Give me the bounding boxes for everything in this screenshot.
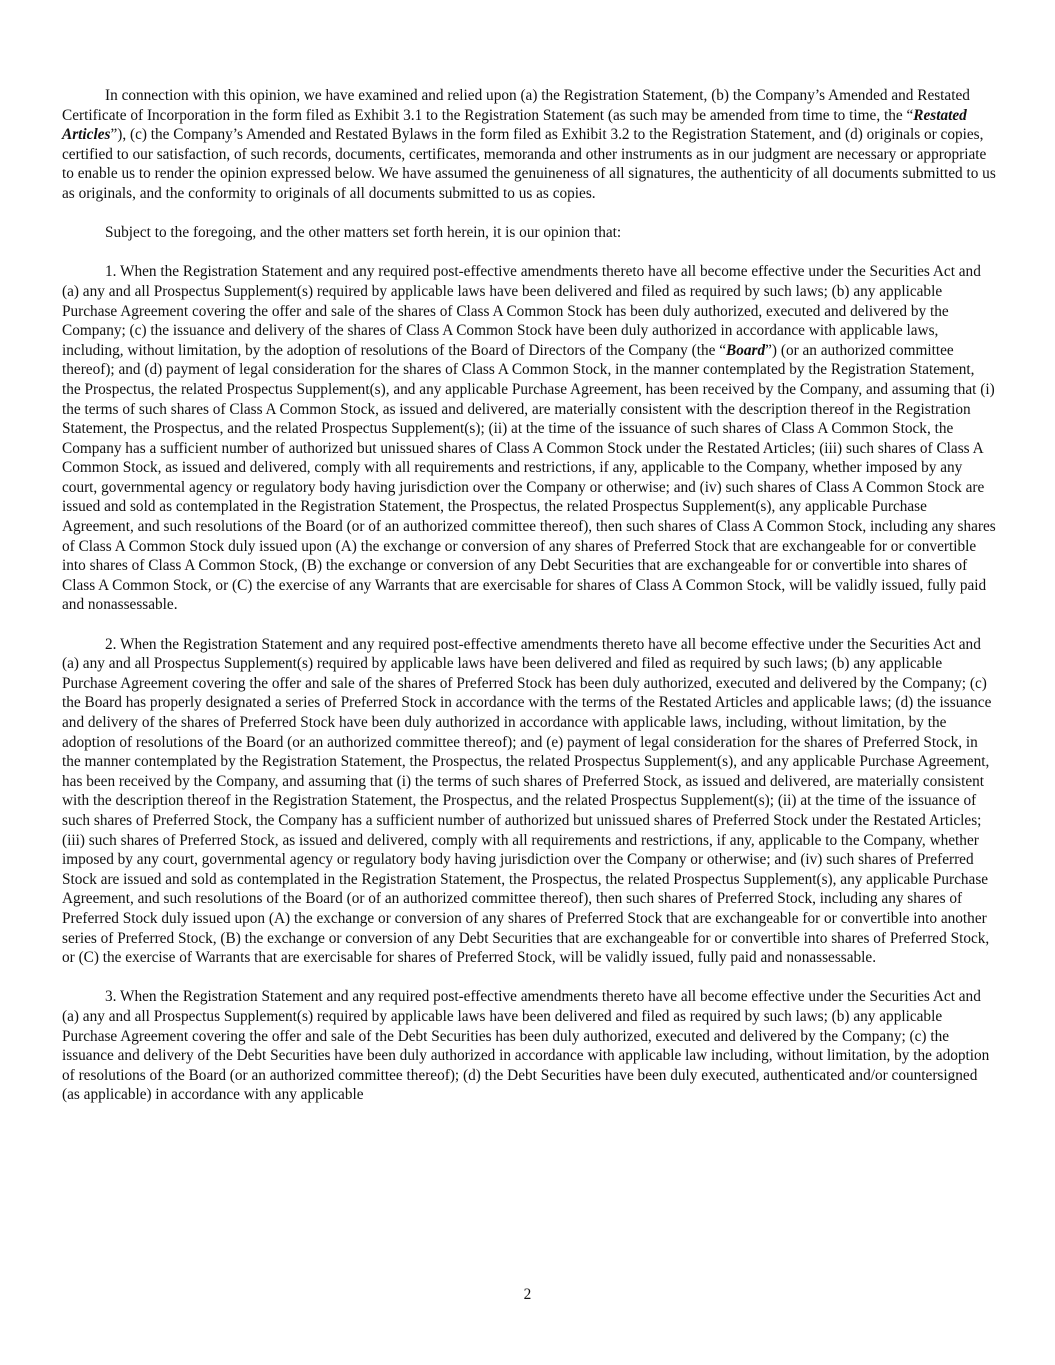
paragraph-opinion-intro <box>62 223 996 243</box>
paragraph-opinion-3-debt-securities <box>62 987 996 1105</box>
text-run: Subject to the foregoing, and the other matters set forth herein, it is our opinion that: <box>105 224 622 242</box>
text-run: 1. When the Registration Statement and any required post-effective amendments thereto have all become effective under the Securities Act and (a) any and all Prospectus Supplement(s) required by applicable laws have been delivered and filed as required by such laws; (b) any applicable Purchase Agreement covering the offer and sale of the shares of Class A Common Stock has been duly authorized, executed and delivered by the Company; (c) the issuance and delivery of the shares of Class A Common Stock have been duly authorized in accordance with applicable laws, including, without limitation, by the adoption of resolutions of the Board of Directors of the Company (the “ <box>62 263 981 359</box>
text-run: 3. When the Registration Statement and any required post-effective amendments thereto have all become effective under the Securities Act and (a) any and all Prospectus Supplement(s) required by applicable laws have been delivered and filed as required by such laws; (b) any applicable Purchase Agreement covering the offer and sale of the Debt Securities has been duly authorized, executed and delivered by the Company; (c) the issuance and delivery of the Debt Securities have been duly authorized in accordance with applicable law including, without limitation, by the adoption of resolutions of the Board (or an authorized committee thereof); (d) the Debt Securities have been duly executed, authenticated and/or countersigned (as applicable) in accordance with any applicable <box>62 988 990 1104</box>
paragraph-opinion-2-preferred-stock <box>62 635 996 968</box>
page-number: 2 <box>523 1286 532 1303</box>
paragraph-opinion-1-class-a-common-stock <box>62 262 996 615</box>
text-run: 2. When the Registration Statement and any required post-effective amendments thereto have all become effective under the Securities Act and (a) any and all Prospectus Supplement(s) required by applicable laws have been delivered and filed as required by such laws; (b) any applicable Purchase Agreement covering the offer and sale of the shares of Preferred Stock has been duly authorized, executed and delivered by the Company; (c) the Board has properly designated a series of Preferred Stock in accordance with the terms of the Restated Articles and applicable laws; (d) the issuance and delivery of the shares of Preferred Stock have been duly authorized in accordance with applicable laws, including, without limitation, by the adoption of resolutions of the Board (or an authorized committee thereof); and (e) payment of legal consideration for the shares of Preferred Stock, in the manner contemplated by the Registration Statement, the Prospectus, the related Prospectus Supplement(s), and any applicable Purchase Agreement, has been received by the Company, and assuming that (i) the terms of such shares of Preferred Stock, as issued and delivered, are materially consistent with the description thereof in the Registration Statement, the Prospectus, and the related Prospectus Supplement(s); (ii) at the time of the issuance of such shares of Preferred Stock, the Company has a sufficient number of authorized but unissued shares of Preferred Stock under the Restated Articles; (iii) such shares of Preferred Stock, as issued and delivered, comply with all requirements and restrictions, if any, applicable to the Company, whether imposed by any court, governmental agency or regulatory body having jurisdiction over the Company or otherwise; and (iv) such shares of Preferred Stock are issued and sold as contemplated in the Registration Statement, the Prospectus, the related Prospectus Supplement(s), any applicable Purchase Agreement, and such resolutions of the Board (or of an authorized committee thereof), then such shares of Preferred Stock, including any shares of Preferred Stock duly issued upon (A) the exchange or conversion of any shares of Preferred Stock that are exchangeable for or convertible into another series of Preferred Stock, (B) the exchange or conversion of any Debt Securities that are exchangeable for or convertible into shares of Preferred Stock, or (C) the exercise of Warrants that are exercisable for shares of Preferred Stock, will be validly issued, fully paid and nonassessable. <box>62 635 992 967</box>
text-run: ”), (c) the Company’s Amended and Restated Bylaws in the form filed as Exhibit 3.2 to the Registration Statement, and (d) originals or copies, certified to our satisfaction, of such records, documents, certificates, memoranda and other instruments as in our judgment are necessary or appropriate to enable us to render the opinion expressed below. We have assumed the genuineness of all signatures, the authenticity of all documents submitted to us as originals, and the conformity to originals of all documents submitted to us as copies. <box>62 126 996 202</box>
defined-term-restated-articles: Restated Articles <box>62 106 967 144</box>
text-run: ”) (or an authorized committee thereof); and (d) payment of legal consideration for the shares of Class A Common Stock, in the manner contemplated by the Registration Statement, the Prospectus, the related Prospectus Supplement(s), and any applicable Purchase Agreement, has been received by the Company, and assuming that (i) the terms of such shares of Class A Common Stock, as issued and delivered, are materially consistent with the description thereof in the Registration Statement, the Prospectus, and the related Prospectus Supplement(s); (ii) at the time of the issuance of such shares of Class A Common Stock, the Company has a sufficient number of authorized but unissued shares of Class A Common Stock under the Restated Articles; (iii) such shares of Class A Common Stock, as issued and delivered, comply with all requirements and restrictions, if any, applicable to the Company, whether imposed by any court, governmental agency or regulatory body having jurisdiction over the Company or otherwise; and (iv) such shares of Class A Common Stock are issued and sold as contemplated in the Registration Statement, the Prospectus, the related Prospectus Supplement(s), any applicable Purchase Agreement, and such resolutions of the Board (or of an authorized committee thereof), then such shares of Class A Common Stock, including any shares of Class A Common Stock duly issued upon (A) the exchange or conversion of any shares of Preferred Stock that are exchangeable for or convertible into shares of Class A Common Stock, (B) the exchange or conversion of any Debt Securities that are exchangeable for or convertible into shares of Class A Common Stock, or (C) the exercise of any Warrants that are exercisable for shares of Class A Common Stock, will be validly issued, fully paid and nonassessable. <box>62 341 996 614</box>
text-run: In connection with this opinion, we have examined and relied upon (a) the Registration Statement, (b) the Company’s Amended and Restated Certificate of Incorporation in the form filed as Exhibit 3.1 to the Registration Statement (as such may be amended from time to time, the “ <box>62 87 970 124</box>
defined-term-board: Board <box>726 341 766 359</box>
document-body <box>62 86 996 1124</box>
paragraph-examined-documents <box>62 86 996 204</box>
